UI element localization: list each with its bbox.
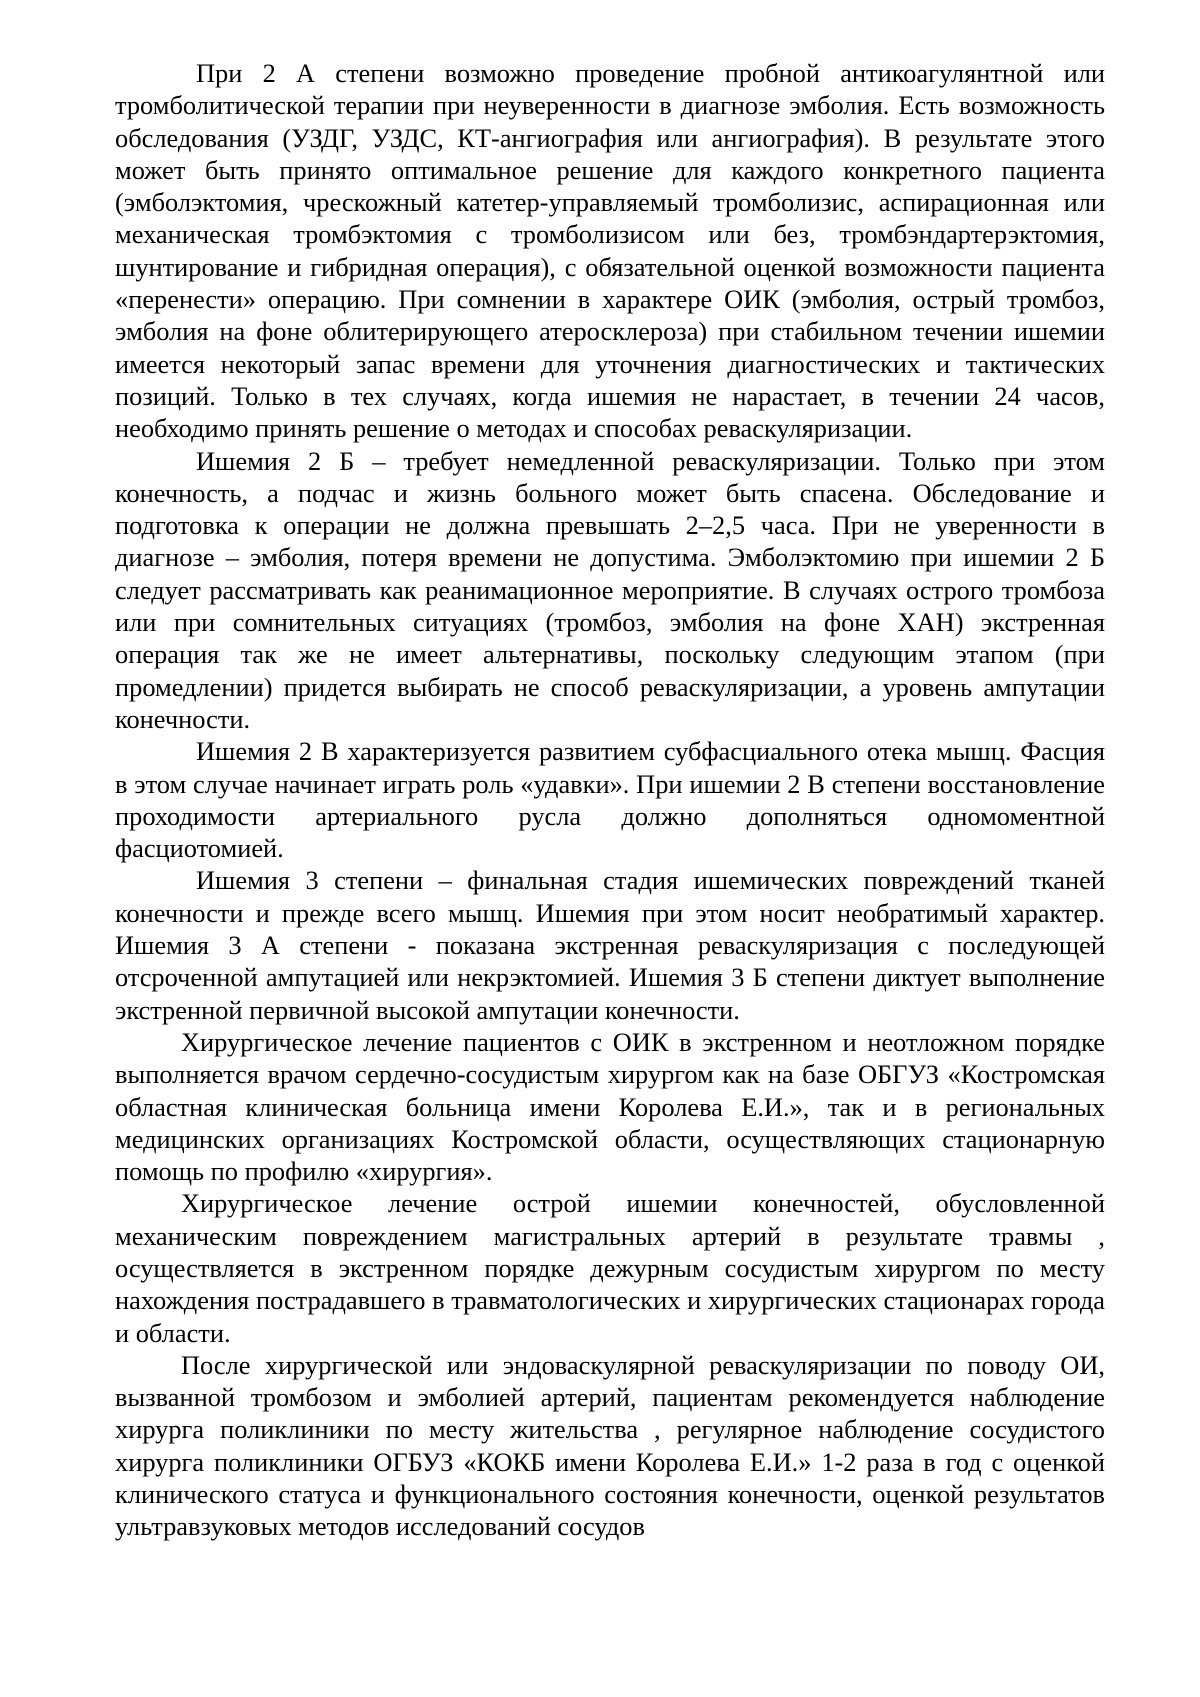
- paragraph-follow-up: После хирургической или эндоваскулярной реваскуляризации по поводу ОИ, вызванной тромбозом и эмболией артерий, пациентам рекомендуется наблюдение хирурга поликлиники по месту жительства , регулярное наблюдение сосудистого хирурга поликлиники ОГБУЗ «КОКБ имени Королева Е.И.» 1-2 раза в год с оценкой клинического статуса и функционального состояния конечности, оценкой результатов ультравзуковых методов исследований сосудов: [115, 1349, 1105, 1542]
- paragraph-ischemia-2v: Ишемия 2 В характеризуется развитием субфасциального отека мышц. Фасция в этом случае начинает играть роль «удавки». При ишемии 2 В степени восстановление проходимости артериального русла должно дополняться одномоментной фасциотомией.: [115, 736, 1105, 864]
- paragraph-ischemia-2b: Ишемия 2 Б – требует немедленной реваскуляризации. Только при этом конечность, а подчас и жизнь больного может быть спасена. Обследование и подготовка к операции не должна превышать 2–2,5 часа. При не уверенности в диагнозе – эмболия, потеря времени не допустима. Эмболэктомию при ишемии 2 Б следует рассматривать как реанимационное мероприятие. В случаях острого тромбоза или при сомнительных ситуациях (тромбоз, эмболия на фоне ХАН) экстренная операция так же не имеет альтернативы, поскольку следующим этапом (при промедлении) придется выбирать не способ реваскуляризации, а уровень ампутации конечности.: [115, 445, 1105, 734]
- document-page: [115, 57, 1105, 1543]
- paragraph-trauma-treatment: Хирургическое лечение острой ишемии конечностей, обусловленной механическим повреждением магистральных артерий в результате травмы , осуществляется в экстренном порядке дежурным сосудистым хирургом по месту нахождения пострадавшего в травматологических и хирургических стационарах города и области.: [115, 1188, 1105, 1348]
- paragraph-surgical-treatment: Хирургическое лечение пациентов с ОИК в экстренном и неотложном порядке выполняется врачом сердечно-сосудистым хирургом как на базе ОБГУЗ «Костромская областная клиническая больница имени Королева Е.И.», так и в региональных медицинских организациях Костромской области, осуществляющих стационарную помощь по профилю «хирургия».: [115, 1026, 1105, 1187]
- paragraph-ischemia-2a: При 2 А степени возможно проведение пробной антикоагулянтной или тромболитической терапии при неуверенности в диагнозе эмболия. Есть возможность обследования (УЗДГ, УЗДС, КТ-ангиография или ангиография). В результате этого может быть принято оптимальное решение для каждого конкретного пациента (эмболэктомия, чрескожный катетер-управляемый тромболизис, аспирационная или механическая тромбэктомия с тромболизисом или без, тромбэндартерэктомия, шунтирование и гибридная операция), с обязательной оценкой возможности пациента «перенести» операцию. При сомнении в характере ОИК (эмболия, острый тромбоз, эмболия на фоне облитерирующего атеросклероза) при стабильном течении ишемии имеется некоторый запас времени для уточнения диагностических и тактических позиций. Только в тех случаях, когда ишемия не нарастает, в течении 24 часов, необходимо принять решение о методах и способах реваскуляризации.: [115, 58, 1105, 444]
- paragraph-ischemia-3: Ишемия 3 степени – финальная стадия ишемических повреждений тканей конечности и прежде всего мышц. Ишемия при этом носит необратимый характер. Ишемия 3 А степени - показана экстренная реваскуляризация с последующей отсроченной ампутацией или некрэктомией. Ишемия 3 Б степени диктует выполнение экстренной первичной высокой ампутации конечности.: [115, 865, 1105, 1025]
